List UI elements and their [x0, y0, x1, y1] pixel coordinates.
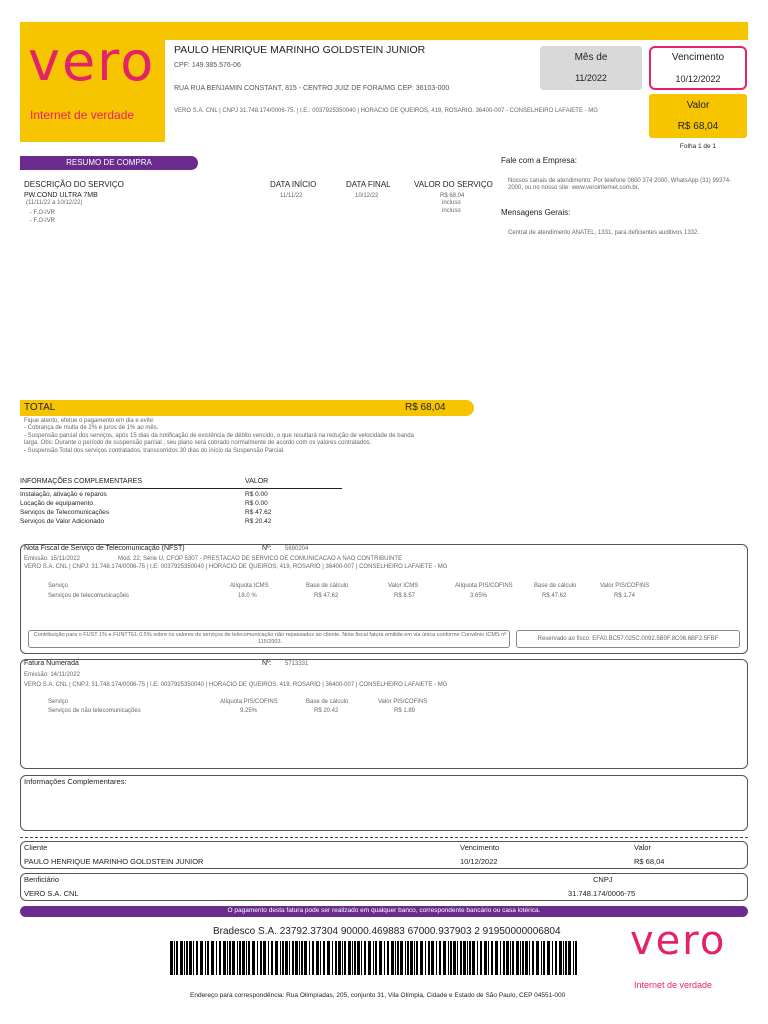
- info-row-label: Locação de equipamento: [20, 500, 94, 507]
- nfst-cell: R$ 47.62: [542, 593, 567, 599]
- messages-title: Mensagens Gerais:: [501, 208, 571, 217]
- total-note: Fique atento, efetue o pagamento em dia e evite:: [24, 418, 155, 424]
- nfst-col: Base de cálculo: [534, 583, 577, 589]
- nfst-emissao: Emissão: 15/11/2022: [24, 556, 80, 562]
- fatura-title: Fatura Numerada: [24, 660, 79, 667]
- fatura-emissao: Emissão: 14/11/2022: [24, 672, 80, 678]
- info-row-label: Serviços de Valor Adicionado: [20, 518, 105, 525]
- info-row-value: R$ 20.42: [245, 518, 272, 525]
- nfst-col: Base de cálculo: [306, 583, 349, 589]
- slip-amount-label: Valor: [634, 843, 651, 852]
- info-row-value: R$ 0.00: [245, 491, 268, 498]
- nfst-col: Alíquota PIS/COFINS: [455, 583, 513, 589]
- nfst-col: Valor ICMS: [388, 583, 419, 589]
- fatura-company: VERO S.A. CNL | CNPJ: 31.748.174/0006-75 | I.E: 0037925350040 | HORACIO DE QUEIROS, 419, ROSARIO | 36400-007 | CONSELHEIRO LAFAIETE - MG: [24, 682, 448, 688]
- correspondence-address: Endereço para correspondência: Rua Olimpíadas, 205, conjunto 31, Vila Olímpia, Cidade e Estado de São Paulo, CEP 04551-000: [190, 992, 566, 999]
- cnpj-value: 31.748.174/0006-75: [568, 889, 636, 898]
- resumo-title: RESUMO DE COMPRA: [20, 156, 198, 170]
- nfst-col: Valor PIS/COFINS: [600, 583, 650, 589]
- fatura-cell: Serviços de não telecomunicações: [48, 708, 141, 714]
- info-box: [20, 775, 748, 831]
- nfst-col: Serviço: [48, 583, 69, 589]
- nfst-cell: R$ 1.74: [614, 593, 636, 599]
- nfst-cell: R$ 8.57: [394, 593, 416, 599]
- fatura-col: Serviço: [48, 699, 69, 705]
- service-end: 10/12/22: [355, 193, 379, 199]
- fatura-num: 5713331: [285, 661, 309, 667]
- slip-due: 10/12/2022: [460, 857, 498, 866]
- client-label: Cliente: [24, 843, 48, 852]
- nfst-cell: Serviços de telecomunicações: [48, 593, 130, 599]
- col-data-inicio: DATA INÍCIO: [270, 180, 317, 189]
- nfst-num-label: Nº:: [262, 545, 272, 552]
- cut-line: [20, 837, 748, 838]
- logo-tagline: Internet de verdade: [30, 108, 135, 122]
- nfst-title: Nota Fiscal de Serviço de Telecomunicação (NFST): [24, 545, 185, 552]
- amount-value: R$ 68,04: [677, 121, 719, 132]
- fatura-col: Valor PIS/COFINS: [378, 699, 428, 705]
- vero-logo-footer: vero: [630, 918, 727, 964]
- service-value: incluso: [442, 200, 461, 206]
- customer-address: RUA RUA BENJAMIN CONSTANT, 815 - CENTRO JUIZ DE FORA/MG CEP: 36103-000: [174, 85, 450, 92]
- col-descricao: DESCRIÇÃO DO SERVIÇO: [24, 180, 124, 189]
- total-note: - Cobrança de multa de 2% e juros de 1% ao mês.: [24, 425, 159, 431]
- nfst-num: 5690204: [285, 546, 309, 552]
- slip-amount: R$ 68,04: [634, 857, 665, 866]
- info-row-label: Serviços de Telecomunicações: [20, 509, 110, 516]
- total-label: TOTAL: [24, 402, 56, 413]
- nfst-cell: R$ 47.62: [314, 593, 339, 599]
- service-start: 11/11/22: [280, 193, 303, 199]
- due-label: Vencimento: [671, 52, 725, 63]
- reservado-text: Reservado ao fisco: EFA0.BC57.025C.0092.5B0F.8C06.6BF2.5FBF: [537, 636, 719, 642]
- info-box-title: Informações Complementares:: [24, 777, 127, 786]
- info-divider: [20, 488, 342, 489]
- company-info: VERO S.A. CNL | CNPJ 31.748.174/0006-75. | I.E.: 0037925350040 | HORACIO DE QUEIROS, 419, ROSARIO. 36400-007 - CONSELHEIRO LAFAIETE - MG: [174, 108, 598, 114]
- fatura-col: Base de cálculo: [306, 699, 349, 705]
- month-value: 11/2022: [575, 73, 607, 83]
- vero-logo: vero: [28, 30, 156, 93]
- contact-text: Nossos canais de atendimento: Por telefone 0800 374 2000, WhatsApp (31) 99374-2000, ou no nosso site: www.verointernet.com.br.: [508, 178, 732, 191]
- service-value: R$ 68.04: [440, 193, 465, 199]
- beneficiary-label: Benficiário: [24, 875, 60, 884]
- total-note: - Suspensão Total dos serviços contratados, transcorridos 30 dias do início da Suspensão Parcial.: [24, 448, 285, 454]
- logo-tagline-footer: Internet de verdade: [634, 980, 713, 990]
- slip-due-label: Vencimento: [460, 843, 500, 852]
- total-value: R$ 68,04: [405, 402, 446, 413]
- fatura-num-label: Nº:: [262, 660, 272, 667]
- total-note: larga. Obs: Durante o período de suspensão parcial , seu plano será cobrado normalmente de acordo com os valores contratados.: [24, 440, 372, 446]
- col-valor: VALOR DO SERVIÇO: [414, 180, 493, 189]
- amount-label: Valor: [686, 100, 710, 111]
- info-row-value: R$ 0.00: [245, 500, 268, 507]
- nfst-company: VERO S.A. CNL | CNPJ: 31.748.174/0006-75 | I.E: 0037925350040 | HORACIO DE QUEIROS, 419, ROSARIO | 36400-007 | CONSELHEIRO LAFAIETE - MG: [24, 564, 448, 570]
- nfst-cell: 18.0 %: [238, 593, 257, 599]
- contact-title: Fale com a Empresa:: [501, 156, 578, 165]
- page-indicator: Folha 1 de 1: [679, 143, 717, 150]
- cnpj-label: CNPJ: [593, 875, 613, 884]
- payment-banner-text: O pagamento desta fatura pode ser realizado em qualquer banco, correspondente bancário ou casa lotérica.: [227, 907, 541, 914]
- month-label: Mês de: [574, 52, 608, 63]
- fatura-cell: R$ 1.89: [394, 708, 416, 714]
- service-name: PW.COND ULTRA 7MB: [24, 192, 98, 199]
- service-item: - F.O-IVR: [30, 210, 55, 216]
- fatura-cell: 9.25%: [240, 708, 258, 714]
- service-value: incluso: [442, 208, 461, 214]
- barcode-line: Bradesco S.A. 23792.37304 90000.469883 67000.937903 2 91950000006804: [213, 926, 561, 937]
- info-row-value: R$ 47.62: [245, 509, 272, 516]
- total-note: - Suspensão parcial dos serviços, após 15 dias da notificação de existência de débito vencido, o que resultará na redução de velocidade de banda: [24, 433, 414, 439]
- nfst-col: Alíquota ICMS: [230, 583, 269, 589]
- service-item: - F.O-IVR: [30, 218, 55, 224]
- due-value: 10/12/2022: [675, 74, 721, 84]
- fatura-cell: R$ 20.42: [314, 708, 339, 714]
- info-comp-header: INFORMAÇÕES COMPLEMENTARES: [20, 478, 142, 485]
- barcode: [170, 941, 580, 975]
- info-row-label: Instalação, ativação e reparos: [20, 491, 107, 498]
- nfst-mod: Mod. 22; Série U, CFOP 5307 - PRESTACAO DE SERVICO DE COMUNICACAO A NAO CONTRIBUINTE: [118, 556, 403, 562]
- nfst-cell: 3.65%: [470, 593, 488, 599]
- client-name: PAULO HENRIQUE MARINHO GOLDSTEIN JUNIOR: [24, 857, 204, 866]
- customer-name: PAULO HENRIQUE MARINHO GOLDSTEIN JUNIOR: [174, 44, 426, 56]
- beneficiary-name: VERO S.A. CNL: [24, 889, 79, 898]
- customer-cpf: CPF: 149.385.576-06: [174, 62, 241, 69]
- fatura-col: Alíquota PIS/COFINS: [220, 699, 278, 705]
- col-data-final: DATA FINAL: [346, 180, 391, 189]
- messages-text: Central de atendimento ANATEL, 1331, para deficientes auditivos 1332.: [508, 230, 700, 236]
- info-value-header: VALOR: [245, 478, 269, 485]
- service-period: (11/11/22 a 10/12/22): [26, 200, 83, 206]
- fust-text: Contribuição para o FUST 1% e FUNTTEL 0.5% sobre os valores de serviços de telecomunicação não repassados ao cliente. Nota fiscal fatura emitida em via única conforme Convênio ICMS nº 115/2003.: [33, 632, 507, 645]
- beneficiary-box: [20, 873, 748, 901]
